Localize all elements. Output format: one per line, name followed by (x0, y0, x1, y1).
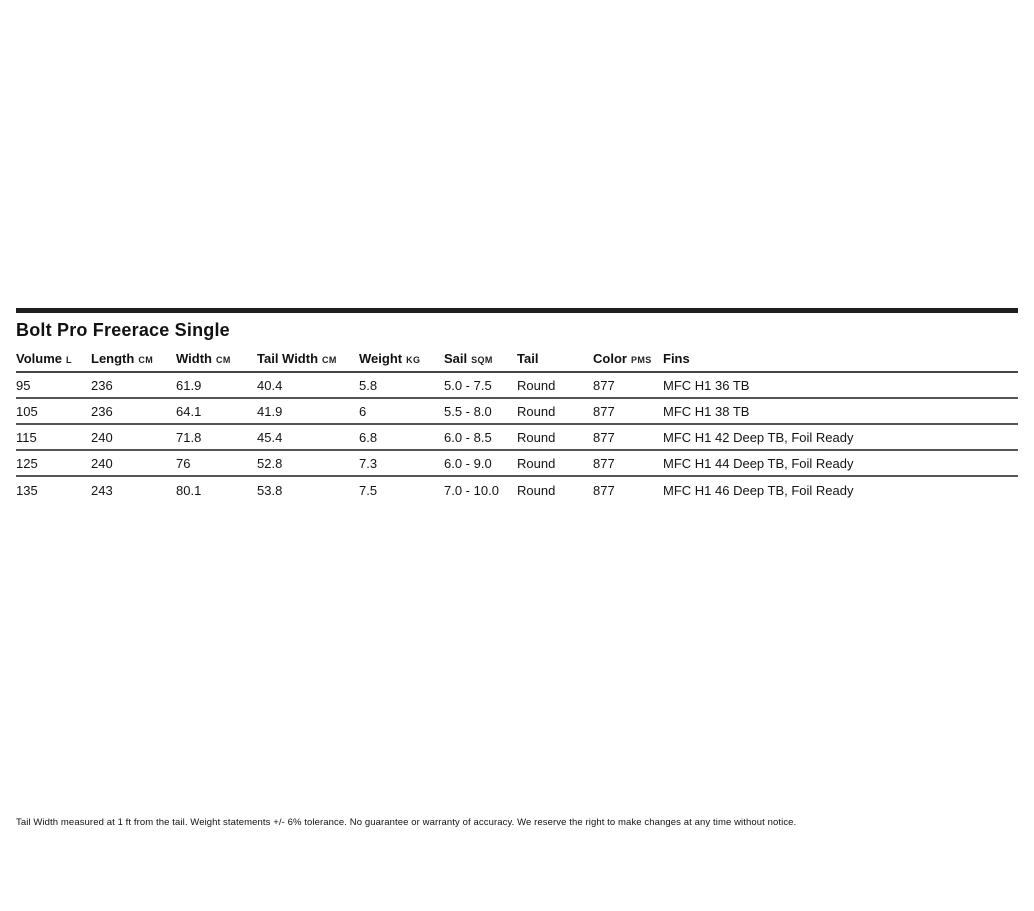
table-row (16, 476, 1018, 502)
cell-tail: Round (517, 482, 556, 498)
cell-volume: 135 (16, 482, 38, 498)
cell-weight: 7.3 (359, 450, 444, 476)
column-unit: L (66, 355, 72, 365)
table-row (16, 372, 1018, 398)
column-header-volume (16, 348, 91, 372)
cell-tail-width: 53.8 (257, 482, 283, 498)
table-row (16, 424, 1018, 450)
column-unit: SQM (471, 355, 493, 365)
cell-volume: 115 (16, 424, 91, 450)
cell-length: 243 (91, 482, 113, 498)
table-row (16, 398, 1018, 424)
cell-width: 71.8 (176, 424, 257, 450)
cell-fins: MFC H1 38 TB (663, 398, 1018, 424)
cell-length: 240 (91, 450, 176, 476)
column-header-fins (663, 348, 1018, 372)
cell-sail: 6.0 - 8.5 (444, 424, 517, 450)
cell-weight: 5.8 (359, 372, 444, 398)
cell-fins: MFC H1 36 TB (663, 372, 1018, 398)
column-label: Width (176, 351, 212, 366)
cell-fins: MFC H1 44 Deep TB, Foil Ready (663, 450, 1018, 476)
cell-color: 877 (593, 424, 663, 450)
table-header-row (16, 348, 1018, 372)
cell-weight: 7.5 (359, 482, 378, 498)
column-label: Sail (444, 351, 468, 366)
column-label: Length (91, 351, 135, 366)
cell-length: 236 (91, 398, 176, 424)
cell-tail: Round (517, 424, 593, 450)
cell-tail-width: 52.8 (257, 450, 359, 476)
spec-table (16, 348, 1018, 502)
column-header-color (593, 348, 663, 372)
cell-fins: MFC H1 42 Deep TB, Foil Ready (663, 424, 1018, 450)
column-unit: KG (406, 355, 421, 365)
footnote: Tail Width measured at 1 ft from the tail. Weight statements +/- 6% tolerance. No guarantee or warranty of accuracy. We reserve the right to make changes at any time without notice. (16, 817, 797, 828)
cell-volume: 125 (16, 450, 91, 476)
cell-tail-width: 41.9 (257, 398, 359, 424)
cell-width: 64.1 (176, 398, 257, 424)
cell-color: 877 (593, 372, 663, 398)
column-label: Tail Width (257, 351, 319, 366)
cell-sail: 5.5 - 8.0 (444, 398, 517, 424)
top-divider-rule (16, 308, 1018, 313)
cell-tail: Round (517, 398, 593, 424)
column-label: Volume (16, 351, 62, 366)
cell-length: 240 (91, 424, 176, 450)
cell-length: 236 (91, 372, 176, 398)
column-header-length (91, 348, 176, 372)
column-unit: PMS (630, 355, 652, 365)
cell-color: 877 (593, 450, 663, 476)
cell-weight: 6 (359, 398, 444, 424)
cell-width: 61.9 (176, 372, 257, 398)
cell-width: 80.1 (176, 482, 202, 498)
column-header-sail (444, 348, 517, 372)
cell-sail: 7.0 - 10.0 (444, 482, 499, 498)
page-title: Bolt Pro Freerace Single (16, 320, 230, 340)
column-label: Tail (517, 351, 539, 366)
column-label: Color (593, 351, 627, 366)
column-label: Weight (359, 351, 403, 366)
cell-tail-width: 45.4 (257, 424, 359, 450)
cell-fins: MFC H1 46 Deep TB, Foil Ready (663, 482, 854, 498)
column-unit: CM (322, 355, 337, 365)
cell-color: 877 (593, 482, 615, 498)
cell-width: 76 (176, 450, 257, 476)
column-unit: CM (215, 355, 231, 365)
cell-volume: 95 (16, 372, 91, 398)
column-unit: CM (138, 355, 154, 365)
cell-sail: 5.0 - 7.5 (444, 372, 517, 398)
cell-sail: 6.0 - 9.0 (444, 450, 517, 476)
table-row (16, 450, 1018, 476)
column-header-tail-width (257, 348, 359, 372)
cell-tail-width: 40.4 (257, 372, 359, 398)
cell-weight: 6.8 (359, 424, 444, 450)
cell-volume: 105 (16, 398, 91, 424)
column-label: Fins (663, 351, 690, 366)
column-header-tail (517, 348, 593, 372)
column-header-weight (359, 348, 444, 372)
cell-tail: Round (517, 450, 593, 476)
cell-tail: Round (517, 372, 593, 398)
column-header-width (176, 348, 257, 372)
cell-color: 877 (593, 398, 663, 424)
